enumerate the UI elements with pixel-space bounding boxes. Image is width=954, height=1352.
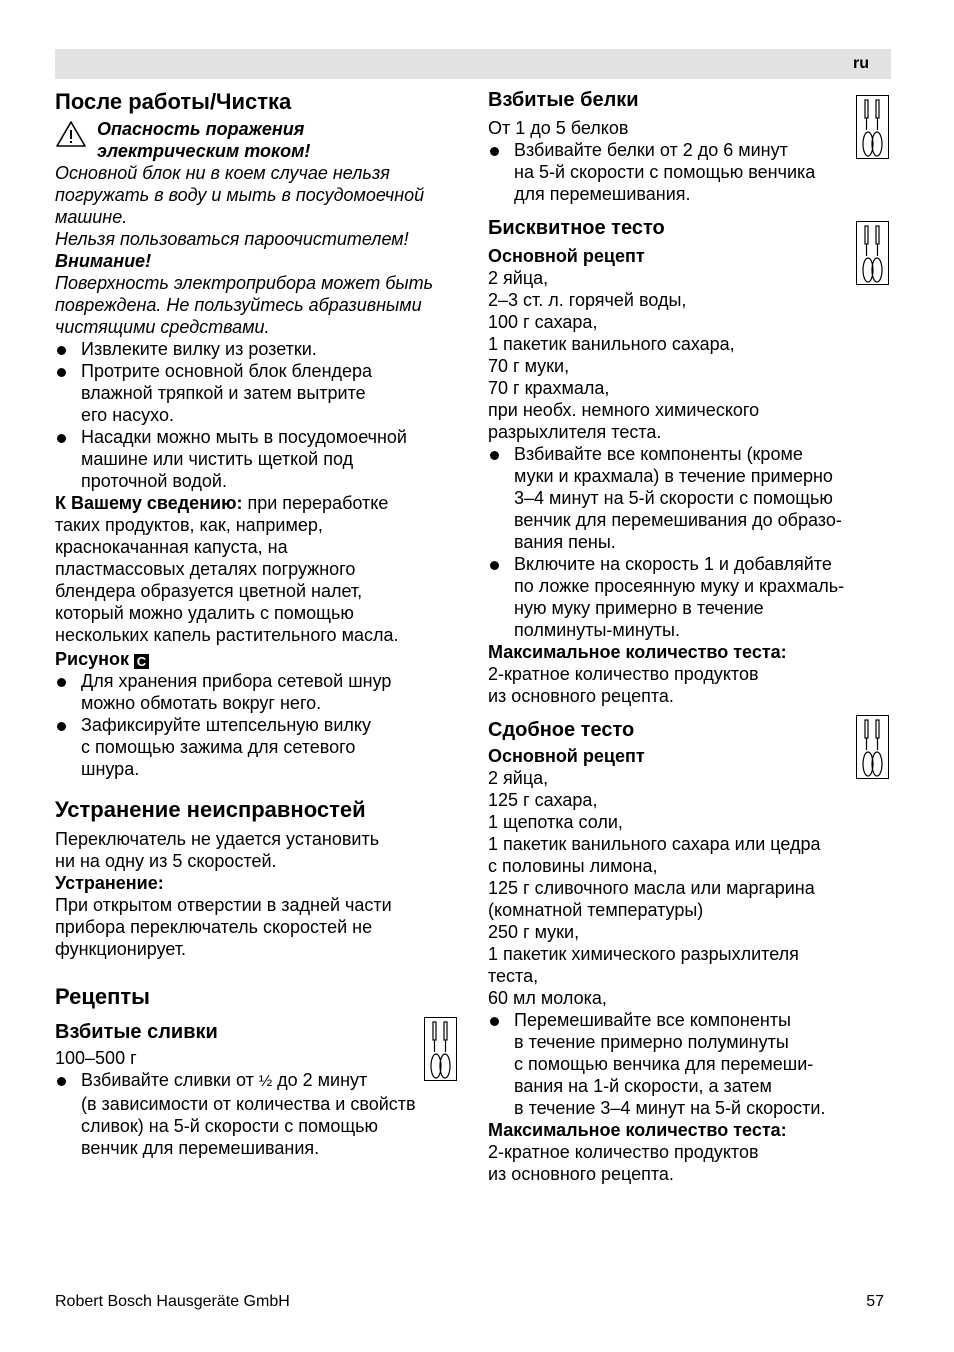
max-dough-label: Максимальное количество теста: — [488, 1120, 787, 1140]
list-item — [55, 360, 467, 426]
list-item-text: с помощью зажима для сетевого — [81, 737, 356, 757]
fix-label: Устранение: — [55, 873, 164, 893]
storage-steps-list — [55, 670, 467, 780]
warning-text: машине. — [55, 207, 128, 227]
warning-text: Основной блок ни в коем случае нельзя — [55, 163, 390, 183]
info-note-text: при переработке — [242, 493, 389, 513]
info-note-text: краснокачанная капуста, на — [55, 537, 288, 557]
list-item-text: венчик для перемешивания. — [81, 1138, 320, 1158]
list-item-text: Включите на скорость 1 и добавляйте — [514, 554, 832, 574]
figure-label: Рисунок — [55, 649, 129, 669]
recipe-yeast-dough — [488, 717, 898, 1185]
list-item-text: Извлеките вилку из розетки. — [81, 339, 317, 359]
list-item-text: по ложке просеянную муку и крахмаль- — [514, 576, 845, 596]
list-item-text: полминуты-минуты. — [514, 620, 680, 640]
list-item — [488, 553, 898, 641]
ingredient: (комнатной температуры) — [488, 900, 704, 920]
trouble-text: ни на одну из 5 скоростей. — [55, 851, 277, 871]
language-code: ru — [853, 55, 869, 72]
ingredient: 70 г крахмала, — [488, 378, 610, 398]
recipe-title: Взбитые сливки — [55, 1021, 218, 1043]
list-item-text: Для хранения прибора сетевой шнур — [81, 671, 392, 691]
list-item — [488, 139, 898, 205]
max-dough-text: из основного рецепта. — [488, 686, 674, 706]
info-note-text: блендера образуется цветной налет, — [55, 581, 363, 601]
whisk-icon — [856, 715, 889, 779]
fix-text: прибора переключатель скоростей не — [55, 917, 373, 937]
ingredient: 2 яйца, — [488, 768, 549, 788]
ingredient: при необх. немного химического — [488, 400, 760, 420]
figure-letter-badge: C — [134, 654, 149, 669]
list-item — [55, 426, 467, 492]
ingredient: 70 г муки, — [488, 356, 570, 376]
list-item-text: Взбивайте все компоненты (кроме — [514, 444, 803, 464]
info-note-text: пластмассовых деталях погружного — [55, 559, 356, 579]
recipe-whipped-whites — [488, 87, 898, 205]
list-item-text: шнура. — [81, 759, 140, 779]
list-item-text: муки и крахмала) в течение примерно — [514, 466, 833, 486]
ingredient: с половины лимона, — [488, 856, 658, 876]
warning-heading-line: Опасность поражения — [97, 119, 305, 139]
max-dough-text: из основного рецепта. — [488, 1164, 674, 1184]
recipe-title: Сдобное тесто — [488, 719, 635, 741]
info-note-text: который можно удалить с помощью — [55, 603, 354, 623]
ingredient: 60 мл молока, — [488, 988, 607, 1008]
list-item-text: ную муку примерно в течение — [514, 598, 764, 618]
ingredient: 125 г сливочного масла или маргарина — [488, 878, 815, 898]
list-item-text: Взбивайте белки от 2 до 6 минут — [514, 140, 788, 160]
page-number: 57 — [866, 1293, 884, 1310]
section-title-cleaning: После работы/Чистка — [55, 89, 292, 114]
right-column — [488, 87, 898, 1185]
list-item-text: Зафиксируйте штепсельную вилку — [81, 715, 371, 735]
ingredient: теста, — [488, 966, 539, 986]
ingredient: 1 пакетик ванильного сахара, — [488, 334, 735, 354]
ingredient: 1 щепотка соли, — [488, 812, 623, 832]
list-item — [55, 338, 467, 360]
max-dough-label: Максимальное количество теста: — [488, 642, 787, 662]
list-item-text: проточной водой. — [81, 471, 227, 491]
list-item-text: его насухо. — [81, 405, 174, 425]
basic-recipe-label: Основной рецепт — [488, 746, 645, 766]
ingredient: 1 пакетик ванильного сахара или цедра — [488, 834, 821, 854]
fix-text: При открытом отверстии в задней части — [55, 895, 392, 915]
list-item-text: Насадки можно мыть в посудомоечной — [81, 427, 407, 447]
text-fragment: Взбивайте сливки от — [81, 1070, 259, 1090]
footer-company: Robert Bosch Hausgeräte GmbH — [55, 1293, 290, 1310]
attention-text: повреждена. Не пользуйтесь абразивными — [55, 295, 422, 315]
ingredient: 1 пакетик химического разрыхлителя — [488, 944, 799, 964]
max-dough-text: 2-кратное количество продуктов — [488, 664, 759, 684]
list-item-text: (в зависимости от количества и свойств — [81, 1094, 416, 1114]
list-item-text: вания на 1-й скорости, а затем — [514, 1076, 772, 1096]
ingredient: 2–3 ст. л. горячей воды, — [488, 290, 687, 310]
section-title-troubleshooting: Устранение неисправностей — [55, 797, 366, 822]
list-item-text: машине или чистить щеткой под — [81, 449, 354, 469]
warning-triangle-icon — [55, 120, 87, 148]
list-item — [55, 670, 467, 714]
list-item-text: в течение примерно полуминуты — [514, 1032, 789, 1052]
list-item-text: в течение 3–4 минут на 5-й скорости. — [514, 1098, 826, 1118]
list-item-text: вания пены. — [514, 532, 616, 552]
list-item-text: сливок) на 5-й скорости с помощью — [81, 1116, 379, 1136]
list-item — [488, 443, 898, 553]
recipe-amount: От 1 до 5 белков — [488, 118, 629, 138]
recipe-steps-list — [488, 1009, 898, 1119]
recipe-steps-list — [488, 443, 898, 641]
recipe-steps-list — [488, 139, 898, 205]
recipe-whipped-cream — [55, 1019, 467, 1159]
recipe-title: Бисквитное тесто — [488, 217, 665, 239]
ingredient: 2 яйца, — [488, 268, 549, 288]
warning-heading-line: электрическим током! — [97, 141, 311, 161]
list-item-text — [81, 1069, 467, 1093]
list-item-text: 3–4 минут на 5-й скорости с помощью — [514, 488, 833, 508]
info-note-text: нескольких капель растительного масла. — [55, 625, 399, 645]
basic-recipe-label: Основной рецепт — [488, 246, 645, 266]
recipe-amount: 100–500 г — [55, 1048, 137, 1068]
whisk-icon — [856, 221, 889, 285]
attention-heading: Внимание! — [55, 251, 152, 271]
fraction-half: ½ — [258, 1073, 273, 1090]
section-title-recipes: Рецепты — [55, 984, 150, 1009]
info-note-label: К Вашему сведению: — [55, 493, 243, 513]
ingredient: 250 г муки, — [488, 922, 580, 942]
list-item-text: с помощью венчика для перемеши- — [514, 1054, 814, 1074]
cleaning-steps-list — [55, 338, 467, 492]
left-column — [55, 88, 467, 1159]
ingredient: 100 г сахара, — [488, 312, 598, 332]
ingredient: 125 г сахара, — [488, 790, 598, 810]
fix-text: функционирует. — [55, 939, 187, 959]
list-item-text: Протрите основной блок блендера — [81, 361, 373, 381]
list-item-text: на 5-й скорости с помощью венчика — [514, 162, 816, 182]
recipe-steps-list — [55, 1069, 467, 1159]
list-item — [488, 1009, 898, 1119]
figure-reference — [55, 648, 467, 670]
electric-shock-warning — [55, 118, 467, 162]
recipe-sponge-dough — [488, 215, 898, 707]
text-fragment: до 2 минут — [272, 1070, 368, 1090]
list-item — [55, 1069, 467, 1159]
warning-text: погружать в воду и мыть в посудомоечной — [55, 185, 425, 205]
recipe-title: Взбитые белки — [488, 89, 639, 111]
warning-text: Нельзя пользоваться пароочистителем! — [55, 229, 409, 249]
header-bar — [55, 49, 891, 79]
list-item-text: Перемешивайте все компоненты — [514, 1010, 791, 1030]
list-item-text: можно обмотать вокруг него. — [81, 693, 322, 713]
list-item-text: влажной тряпкой и затем вытрите — [81, 383, 366, 403]
list-item — [55, 714, 467, 780]
info-note — [55, 492, 467, 514]
max-dough-text: 2-кратное количество продуктов — [488, 1142, 759, 1162]
info-note-text: таких продуктов, как, например, — [55, 515, 323, 535]
attention-text: чистящими средствами. — [55, 317, 270, 337]
trouble-text: Переключатель не удается установить — [55, 829, 380, 849]
attention-text: Поверхность электроприбора может быть — [55, 273, 434, 293]
list-item-text: венчик для перемешивания до образо- — [514, 510, 842, 530]
ingredient: разрыхлителя теста. — [488, 422, 662, 442]
list-item-text: для перемешивания. — [514, 184, 691, 204]
